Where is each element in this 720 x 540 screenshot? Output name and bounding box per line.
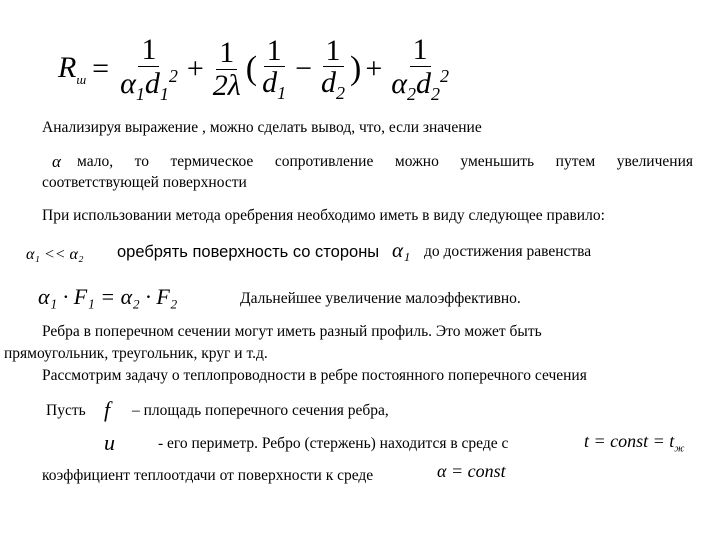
rule-alpha-symbol: α₁ xyxy=(392,238,411,262)
paragraph-profiles-2: прямоугольник, треугольник, круг и т.д. xyxy=(4,345,268,362)
paragraph-analysis: Анализируя выражение , можно сделать вывод, что, если значение xyxy=(42,119,482,136)
fraction-5: $\frac{1}{\alpha_2d_2^2}$ xyxy=(391,33,449,104)
equals-sign: = xyxy=(92,52,110,85)
alpha-const-formula: α = const xyxy=(437,461,506,481)
f-symbol: f xyxy=(104,397,111,422)
equality-formula: α₁ · F₁ = α₂ · F₂ xyxy=(38,284,178,309)
rule-condition: α₁ << α₂ xyxy=(26,246,84,263)
let-word: Пусть xyxy=(46,402,86,419)
rule-text: оребрять поверхность со стороны xyxy=(117,243,380,261)
fraction-2: $\frac{1}{2\lambda}$ xyxy=(212,36,241,102)
rule-text-2: до достижения равенства xyxy=(424,243,592,260)
paragraph-problem: Рассмотрим задачу о теплопроводности в ребре постоянного поперечного сечения xyxy=(42,367,587,384)
equality-text: Дальнейшее увеличение малоэффективно. xyxy=(240,290,521,307)
alpha-symbol: α xyxy=(52,152,61,171)
paragraph-finning-rule: При использовании метода оребрения необходимо иметь в виду следующее правило: xyxy=(42,207,605,224)
formula-lhs: $R_ш$ xyxy=(58,50,87,87)
fraction-1: $\frac{1}{\alpha_1d_1^2}$ xyxy=(120,33,178,104)
perimeter-text: - его периметр. Ребро (стержень) находится в среде с xyxy=(158,435,509,452)
let-text: – площадь поперечного сечения ребра, xyxy=(132,402,389,419)
main-formula: $R_ш$ = $\frac{1}{\alpha_1d_1^2}$ + $\frac{1}{2\lambda}$ ( $\frac{1}{d_1}$ − $\frac{1}{d_2}$ ) + $\frac{1}{\alpha_2d_2^2}$ xyxy=(58,30,454,108)
fraction-3: $\frac{1}{d_1}$ xyxy=(262,33,287,104)
fraction-4: $\frac{1}{d_2}$ xyxy=(321,33,345,104)
coefficient-text: коэффициент теплоотдачи от поверхности к среде xyxy=(42,467,374,484)
paragraph-profiles-1: Ребра в поперечном сечении могут иметь разный профиль. Это может быть xyxy=(42,323,542,340)
u-symbol: u xyxy=(104,430,115,455)
temperature-formula: t = const = $t_ж$ xyxy=(584,431,685,455)
paragraph-surface: соответствующей поверхности xyxy=(42,174,247,191)
paragraph-small-alpha: мало, то термическое сопротивление можно уменьшить путем увеличения xyxy=(77,153,693,170)
